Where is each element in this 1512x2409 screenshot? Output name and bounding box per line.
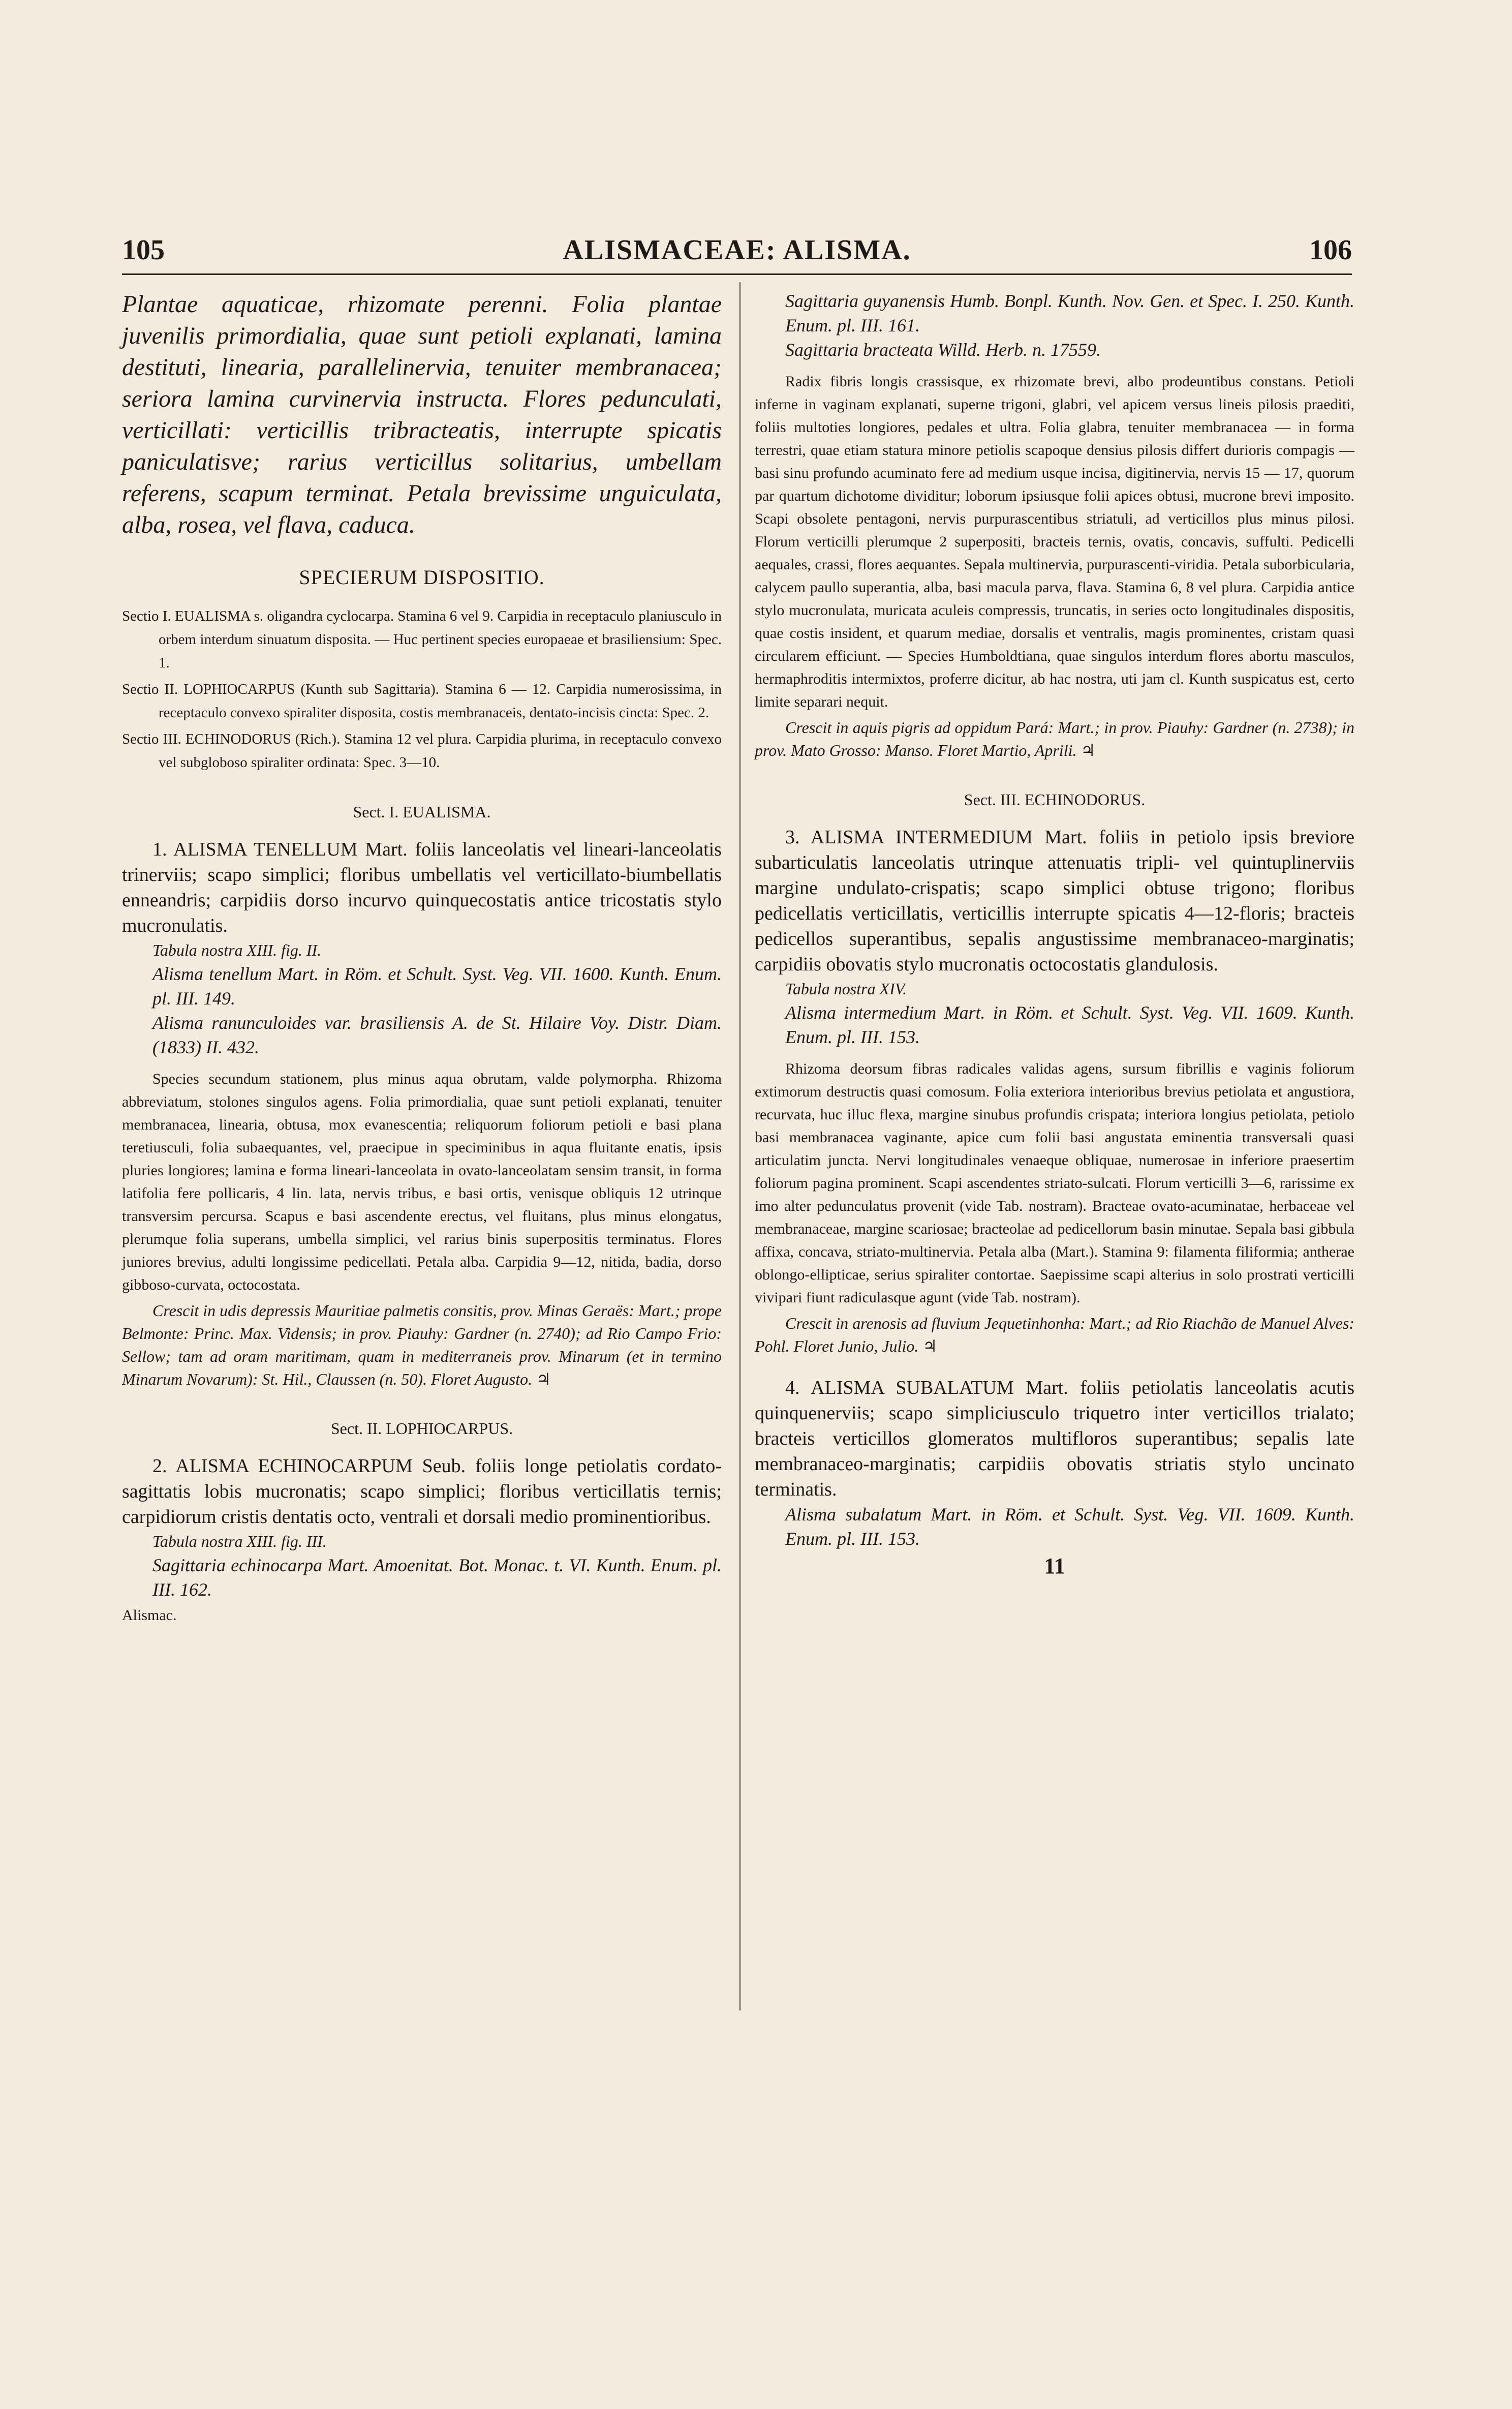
signature-mark: 11 bbox=[1044, 1553, 1065, 1578]
section-heading: Sect. I. EUALISMA. bbox=[353, 803, 491, 821]
plate-reference: Tabula nostra XIV. bbox=[785, 980, 907, 998]
dispositio-heading: SPECIERUM DISPOSITIO. bbox=[299, 566, 545, 589]
section-item: Sectio I. EUALISMA s. oligandra cyclocarpa. Stamina 6 vel 9. Carpidia in receptaculo planiusculo in orbem interdum sinuatum disposita. — Huc pertinent species europaeae et brasiliensium: Spec. 1. bbox=[122, 608, 722, 671]
plate-reference: Tabula nostra XIII. fig. III. bbox=[152, 1532, 327, 1550]
synonym: Alisma tenellum Mart. in Röm. et Schult. Syst. Veg. VII. 1600. Kunth. Enum. pl. III. 149. bbox=[152, 964, 722, 1009]
genus-intro: Plantae aquaticae, rhizomate perenni. Folia plantae juvenilis primordialia, quae sunt petioli explanati, lamina destituti, linearia, parallelinervia, tenuiter membranacea; seriora lamina curvinervia instructa. Flores pedunculati, verticillati: verticillis tribracteatis, interrupte spicatis paniculatisve; rarius verticillus solitarius, umbellam referens, scapum terminat. Petala brevissime unguiculata, alba, rosea, vel flava, caduca. bbox=[122, 291, 722, 538]
synonym: Sagittaria guyanensis Humb. Bonpl. Kunth. Nov. Gen. et Spec. I. 250. Kunth. Enum. pl. III. 161. bbox=[785, 291, 1354, 336]
species-description: Radix fibris longis crassisque, ex rhizomate brevi, albo prodeuntibus constans. Petioli inferne in vaginam explanati, superne trigoni, glabri, vel apicem versus lineis pilosis praediti, foliis multoties longiores, pedales et ultra. Folia glabra, tenuiter membranacea — in forma terrestri, quae etiam statura minore petiolis scapoque densius pilosis differt durioris compagis — basi sinu profundo acuminato fere ad medium usque incisa, digitinervia, nervis 15 — 17, quorum par quartum dichotome dividitur; loborum ipsiusque folii apices obtusi, mucrone brevi imposito. Scapi obsolete pentagoni, nervis purpurascentibus striatuli, ad verticillos plus minus pilosi. Florum verticilli plerumque 2 superpositi, bracteis ternis, ovatis, concavis, suffulti. Pedicelli aequales, crassi, flores aequantes. Sepala multinervia, purpurascenti-viridia. Petala suborbicularia, calycem paullo superantia, alba, basi macula parva, flava. Stamina 6, 8 vel plura. Carpidia antice stylo mucronulata, muricata aculeis compressis, truncatis, in series octo longitudinales dispositis, quae costis insident, et quarum mediae, dorsalis et ventralis, magis prominentes, cristam quasi circularem efficiunt. — Species Humboldtiana, quae singulos interdum flores abortu masculos, hermaphroditis intermixtos, proferre dicitur, ab hac nostra, uti jam cl. Kunth suspicatus est, certo limite separari nequit. bbox=[755, 373, 1354, 710]
section-heading: Sect. II. LOPHIOCARPUS. bbox=[330, 1419, 513, 1438]
plate-reference: Tabula nostra XIII. fig. II. bbox=[152, 941, 322, 959]
synonym: Alisma subalatum Mart. in Röm. et Schult. Syst. Veg. VII. 1609. Kunth. Enum. pl. III. 153. bbox=[785, 1504, 1354, 1549]
synonym: Alisma ranunculoides var. brasiliensis A. de St. Hilaire Voy. Distr. Diam. (1833) II. 432. bbox=[152, 1013, 722, 1057]
page-number-left: 105 bbox=[122, 234, 165, 266]
synonym: Sagittaria bracteata Willd. Herb. n. 17559. bbox=[785, 340, 1101, 360]
section-item: Sectio III. ECHINODORUS (Rich.). Stamina 12 vel plura. Carpidia plurima, in receptaculo convexo vel subgloboso spiraliter ordinata: Spec. 3—10. bbox=[122, 731, 722, 771]
section-heading: Sect. III. ECHINODORUS. bbox=[964, 790, 1146, 809]
species-locality: Crescit in aquis pigris ad oppidum Pará: Mart.; in prov. Piauhy: Gardner (n. 2738); in prov. Mato Grosso: Manso. Floret Martio, Aprili. ♃ bbox=[755, 718, 1354, 759]
section-item: Sectio II. LOPHIOCARPUS (Kunth sub Sagittaria). Stamina 6 — 12. Carpidia numerosissima, in receptaculo convexo spiraliter disposita, costis membranaceis, dentato-incisis cincta: Spec. 2. bbox=[122, 681, 722, 721]
synonym: Alisma intermedium Mart. in Röm. et Schult. Syst. Veg. VII. 1609. Kunth. Enum. pl. III. 153. bbox=[785, 1002, 1354, 1047]
species-diagnosis: 1. ALISMA TENELLUM Mart. foliis lanceolatis vel lineari-lanceolatis trinerviis; scapo simplici; floribus umbellatis vel verticillato-biumbellatis enneandris; carpidiis dorso incurvo quinquecostatis antice tricostatis stylo mucronulatis. bbox=[122, 839, 722, 936]
footer-note: Alismac. bbox=[122, 1607, 177, 1624]
species-description: Species secundum stationem, plus minus aqua obrutam, valde polymorpha. Rhizoma abbreviatum, stolones singulos agens. Folia primordialia, quae sunt petioli explanati, tenuiter membranacea, linearia, obtusa, mox evanescentia; reliquorum foliorum petioli e basi plana teretiusculi, folia subaequantes, vel, praecipue in speciminibus in aqua fluitante enatis, ipsis pluries longiores; lamina e forma lineari-lanceolata in ovato-lanceolatam sensim transit, in forma latifolia fere pollicaris, 4 lin. lata, nervis tribus, e basi ortis, venisque obliquis 12 utrinque transversim percursa. Scapus e basi ascendente erectus, vel fluitans, plus minus elongatus, plerumque folia superans, umbella simplici, vel rarius binis superpositis terminatus. Flores juniores brevius, adulti longissime pedicellati. Petala alba. Carpidia 9—12, nitida, badia, dorso gibboso-curvata, octocostata. bbox=[122, 1071, 722, 1293]
species-locality: Crescit in udis depressis Mauritiae palmetis consitis, prov. Minas Geraës: Mart.; prope Belmonte: Princ. Max. Vidensis; in prov. Piauhy: Gardner (n. 2740); ad Rio Campo Frio: Sellow; tam ad oram maritimam, quam in mediterraneis prov. Minarum (et in termino Minarum Novarum): St. Hil., Claussen (n. 50). Floret Augusto. ♃ bbox=[122, 1301, 722, 1388]
left-column bbox=[122, 289, 722, 1624]
species-locality: Crescit in arenosis ad fluvium Jequetinhonha: Mart.; ad Rio Riachão de Manuel Alves: Pohl. Floret Junio, Julio. ♃ bbox=[755, 1314, 1354, 1355]
right-column bbox=[755, 289, 1354, 1579]
page-number-right: 106 bbox=[1309, 234, 1352, 266]
synonym: Sagittaria echinocarpa Mart. Amoenitat. Bot. Monac. t. VI. Kunth. Enum. pl. III. 162. bbox=[152, 1555, 722, 1600]
running-title: ALISMACEAE: ALISMA. bbox=[563, 234, 911, 266]
species-description: Rhizoma deorsum fibras radicales validas agens, sursum fibrillis e vaginis foliorum extimorum destructis quasi comosum. Folia exteriora interioribus brevius petiolata et angustiora, recurvata, huc illuc flexa, margine sinubus profundis crispata; interiora longius petiolata, petiolo basi membranacea vaginante, apice cum folii basi angustata eminentia transversali quasi articulatim juncta. Nervi longitudinales venaeque obliquae, numerosae in inferiore praesertim foliorum pagina prominent. Scapi ascendentes striato-sulcati. Florum verticilli 3—6, rarissime ex imo alter pedunculatus provenit (vide Tab. nostram). Bracteae ovato-acuminatae, herbaceae vel membranaceae, margine scariosae; bracteolae ad pedicellorum basin minutae. Sepala basi gibbula affixa, concava, striato-multinervia. Petala alba (Mart.). Stamina 9: filamenta filiformia; antherae oblongo-ellipticae, serius spiraliter contortae. Saepissime scapi alterius in solo prostrati verticilli vivipari fiunt radiculasque agunt (vide Tab. nostram). bbox=[755, 1060, 1354, 1306]
column-divider bbox=[739, 282, 740, 2010]
header-rule bbox=[122, 273, 1352, 275]
species-diagnosis: 4. ALISMA SUBALATUM Mart. foliis petiolatis lanceolatis acutis quinquenerviis; scapo simpliciusculo triquetro inter verticillos trialato; bracteis verticillos glomeratos multifloros superantibus; sepalis late membranaceo-marginatis; carpidiis obovatis striatis stylo uncinato terminatis. bbox=[755, 1377, 1354, 1500]
species-diagnosis: 2. ALISMA ECHINOCARPUM Seub. foliis longe petiolatis cordato-sagittatis lobis mucronatis; scapo simplici; floribus verticillatis ternis; carpidiorum cristis dentatis octo, ventrali et dorsali medio prominentioribus. bbox=[122, 1455, 722, 1528]
species-diagnosis: 3. ALISMA INTERMEDIUM Mart. foliis in petiolo ipsis breviore subarticulatis lanceolatis utrinque attenuatis tripli- vel quintuplinerviis margine undulato-crispatis; scapo simplici obtuse trigono; floribus pedicellatis verticillatis, verticillis interrupte spicatis 4—12-floris; bracteis pedicellos superantibus, sepalis angustissime membranaceo-marginatis; carpidiis obovatis stylo mucronatis octocostatis glandulosis. bbox=[755, 827, 1354, 975]
running-header bbox=[122, 224, 1352, 275]
spacer bbox=[755, 1358, 1354, 1375]
